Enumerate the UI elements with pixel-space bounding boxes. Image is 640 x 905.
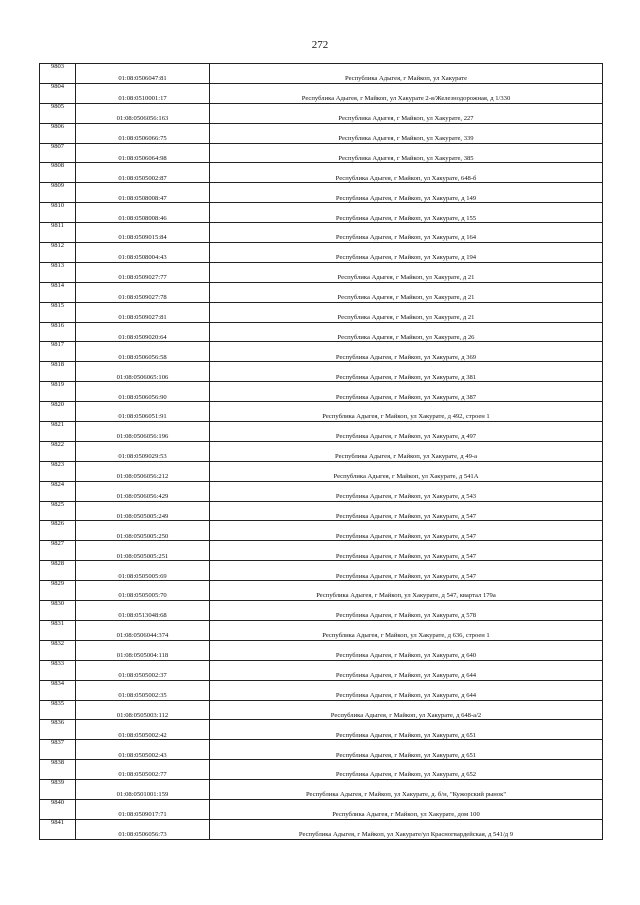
row-number: 9807 [40,143,76,163]
registry-table-body [40,64,603,840]
table-row [40,362,603,382]
cadastral-number: 01:08:0505002:35 [76,680,210,700]
row-number: 9839 [40,780,76,800]
cadastral-number: 01:08:0509029:53 [76,441,210,461]
address: Республика Адыгея, г Майкоп, ул Хакурате, 227 [210,103,603,123]
row-number: 9837 [40,740,76,760]
cadastral-number: 01:08:0505002:77 [76,760,210,780]
cadastral-number: 01:08:0509015:84 [76,223,210,243]
row-number: 9827 [40,541,76,561]
cadastral-number: 01:08:0506056:90 [76,382,210,402]
address: Республика Адыгея, г Майкоп, ул Хакурате, д 49-а [210,441,603,461]
table-row [40,83,603,103]
cadastral-number: 01:08:0505003:112 [76,700,210,720]
cadastral-number: 01:08:0505002:87 [76,163,210,183]
row-number: 9814 [40,282,76,302]
address: Республика Адыгея, г Майкоп, ул Хакурате/ул Красногвардейская, д 541/д 9 [210,819,603,839]
cadastral-number: 01:08:0510001:17 [76,83,210,103]
row-number: 9832 [40,640,76,660]
address: Республика Адыгея, г Майкоп, ул Хакурате, д 149 [210,183,603,203]
address: Республика Адыгея, г Майкоп, ул Хакурате [210,64,603,84]
table-row [40,740,603,760]
cadastral-number: 01:08:0509027:81 [76,302,210,322]
table-row [40,282,603,302]
table-row [40,700,603,720]
table-row [40,203,603,223]
cadastral-number: 01:08:0505002:42 [76,720,210,740]
registry-table [39,63,603,840]
cadastral-number: 01:08:0506065:106 [76,362,210,382]
cadastral-number: 01:08:0505005:249 [76,501,210,521]
row-number: 9819 [40,382,76,402]
row-number: 9820 [40,402,76,422]
address: Республика Адыгея, г Майкоп, ул Хакурате, д 652 [210,760,603,780]
cadastral-number: 01:08:0505002:37 [76,660,210,680]
cadastral-number: 01:08:0506066:75 [76,123,210,143]
address: Республика Адыгея, г Майкоп, ул Хакурате, д 541А [210,461,603,481]
address: Республика Адыгея, г Майкоп, ул Хакурате, д 636, строен 1 [210,620,603,640]
row-number: 9816 [40,322,76,342]
row-number: 9823 [40,461,76,481]
row-number: 9818 [40,362,76,382]
row-number: 9813 [40,262,76,282]
row-number: 9803 [40,64,76,84]
cadastral-number: 01:08:0508008:47 [76,183,210,203]
cadastral-number: 01:08:0505005:250 [76,521,210,541]
row-number: 9831 [40,620,76,640]
table-row [40,123,603,143]
address: Республика Адыгея, г Майкоп, ул Хакурате, д 387 [210,382,603,402]
address: Республика Адыгея, г Майкоп, ул Хакурате, д 155 [210,203,603,223]
row-number: 9811 [40,223,76,243]
page-number: 272 [311,39,329,51]
table-row [40,501,603,521]
row-number: 9838 [40,760,76,780]
row-number: 9836 [40,720,76,740]
cadastral-number: 01:08:0506056:73 [76,819,210,839]
table-row [40,760,603,780]
table-row [40,780,603,800]
row-number: 9829 [40,581,76,601]
cadastral-number: 01:08:0506047:81 [76,64,210,84]
table-row [40,819,603,839]
address: Республика Адыгея, г Майкоп, ул Хакурате, дом 100 [210,799,603,819]
table-row [40,262,603,282]
address: Республика Адыгея, г Майкоп, ул Хакурате, д 651 [210,740,603,760]
table-row [40,64,603,84]
row-number: 9841 [40,819,76,839]
row-number: 9810 [40,203,76,223]
address: Республика Адыгея, г Майкоп, ул Хакурате, д 21 [210,282,603,302]
cadastral-number: 01:08:0513048:68 [76,601,210,621]
cadastral-number: 01:08:0508008:46 [76,203,210,223]
row-number: 9830 [40,601,76,621]
table-row [40,382,603,402]
row-number: 9815 [40,302,76,322]
address: Республика Адыгея, г Майкоп, ул Хакурате, 648-б [210,163,603,183]
table-row [40,223,603,243]
row-number: 9821 [40,422,76,442]
table-row [40,680,603,700]
address: Республика Адыгея, г Майкоп, ул Хакурате, д 381 [210,362,603,382]
address: Республика Адыгея, г Майкоп, ул Хакурате, д 644 [210,680,603,700]
row-number: 9835 [40,700,76,720]
row-number: 9834 [40,680,76,700]
cadastral-number: 01:08:0506056:429 [76,481,210,501]
table-row [40,103,603,123]
address: Республика Адыгея, г Майкоп, ул Хакурате, д 164 [210,223,603,243]
row-number: 9806 [40,123,76,143]
address: Республика Адыгея, г Майкоп, ул Хакурате 2-я/Железнодорожная, д 1/330 [210,83,603,103]
row-number: 9808 [40,163,76,183]
cadastral-number: 01:08:0505004:118 [76,640,210,660]
address: Республика Адыгея, г Майкоп, ул Хакурате, д 648-а/2 [210,700,603,720]
address: Республика Адыгея, г Майкоп, ул Хакурате, д 492, строен 1 [210,402,603,422]
table-row [40,601,603,621]
row-number: 9809 [40,183,76,203]
address: Республика Адыгея, г Майкоп, ул Хакурате, д 644 [210,660,603,680]
row-number: 9822 [40,441,76,461]
table-row [40,143,603,163]
table-row [40,581,603,601]
address: Республика Адыгея, г Майкоп, ул Хакурате, д 547 [210,541,603,561]
row-number: 9826 [40,521,76,541]
table-row [40,163,603,183]
table-row [40,620,603,640]
row-number: 9828 [40,561,76,581]
row-number: 9840 [40,799,76,819]
cadastral-number: 01:08:0506056:196 [76,422,210,442]
row-number: 9824 [40,481,76,501]
address: Республика Адыгея, г Майкоп, ул Хакурате, д 21 [210,262,603,282]
address: Республика Адыгея, г Майкоп, ул Хакурате, 385 [210,143,603,163]
table-row [40,660,603,680]
address: Республика Адыгея, г Майкоп, ул Хакурате, д. б/н, "Кужорский рынок" [210,780,603,800]
table-row [40,422,603,442]
row-number: 9833 [40,660,76,680]
table-row [40,302,603,322]
cadastral-number: 01:08:0509020:64 [76,322,210,342]
cadastral-number: 01:08:0506056:163 [76,103,210,123]
table-row [40,441,603,461]
cadastral-number: 01:08:0509027:78 [76,282,210,302]
table-row [40,720,603,740]
address: Республика Адыгея, г Майкоп, ул Хакурате, 339 [210,123,603,143]
address: Республика Адыгея, г Майкоп, ул Хакурате, д 194 [210,243,603,263]
address: Республика Адыгея, г Майкоп, ул Хакурате, д 640 [210,640,603,660]
cadastral-number: 01:08:0509027:77 [76,262,210,282]
cadastral-number: 01:08:0505002:43 [76,740,210,760]
address: Республика Адыгея, г Майкоп, ул Хакурате, д 26 [210,322,603,342]
table-row [40,243,603,263]
cadastral-number: 01:08:0506064:98 [76,143,210,163]
cadastral-number: 01:08:0509017:71 [76,799,210,819]
cadastral-number: 01:08:0506056:212 [76,461,210,481]
table-row [40,521,603,541]
table-row [40,561,603,581]
address: Республика Адыгея, г Майкоп, ул Хакурате, д 547 [210,561,603,581]
table-row [40,402,603,422]
table-row [40,541,603,561]
row-number: 9804 [40,83,76,103]
table-row [40,342,603,362]
address: Республика Адыгея, г Майкоп, ул Хакурате, д 543 [210,481,603,501]
cadastral-number: 01:08:0506056:58 [76,342,210,362]
cadastral-number: 01:08:0505005:70 [76,581,210,601]
address: Республика Адыгея, г Майкоп, ул Хакурате, д 369 [210,342,603,362]
row-number: 9812 [40,243,76,263]
address: Республика Адыгея, г Майкоп, ул Хакурате, д 651 [210,720,603,740]
table-row [40,322,603,342]
cadastral-number: 01:08:0505005:69 [76,561,210,581]
address: Республика Адыгея, г Майкоп, ул Хакурате, д 547 [210,501,603,521]
address: Республика Адыгея, г Майкоп, ул Хакурате, д 497 [210,422,603,442]
cadastral-number: 01:08:0505005:251 [76,541,210,561]
table-row [40,461,603,481]
cadastral-number: 01:08:0501001:159 [76,780,210,800]
table-row [40,183,603,203]
table-row [40,640,603,660]
address: Республика Адыгея, г Майкоп, ул Хакурате, д 578 [210,601,603,621]
row-number: 9825 [40,501,76,521]
address: Республика Адыгея, г Майкоп, ул Хакурате, д 547 [210,521,603,541]
table-row [40,799,603,819]
table-row [40,481,603,501]
row-number: 9805 [40,103,76,123]
address: Республика Адыгея, г Майкоп, ул Хакурате, д 21 [210,302,603,322]
address: Республика Адыгея, г Майкоп, ул Хакурате, д 547, квартал 179а [210,581,603,601]
row-number: 9817 [40,342,76,362]
cadastral-number: 01:08:0508004:43 [76,243,210,263]
cadastral-number: 01:08:0506051:91 [76,402,210,422]
cadastral-number: 01:08:0506044:374 [76,620,210,640]
